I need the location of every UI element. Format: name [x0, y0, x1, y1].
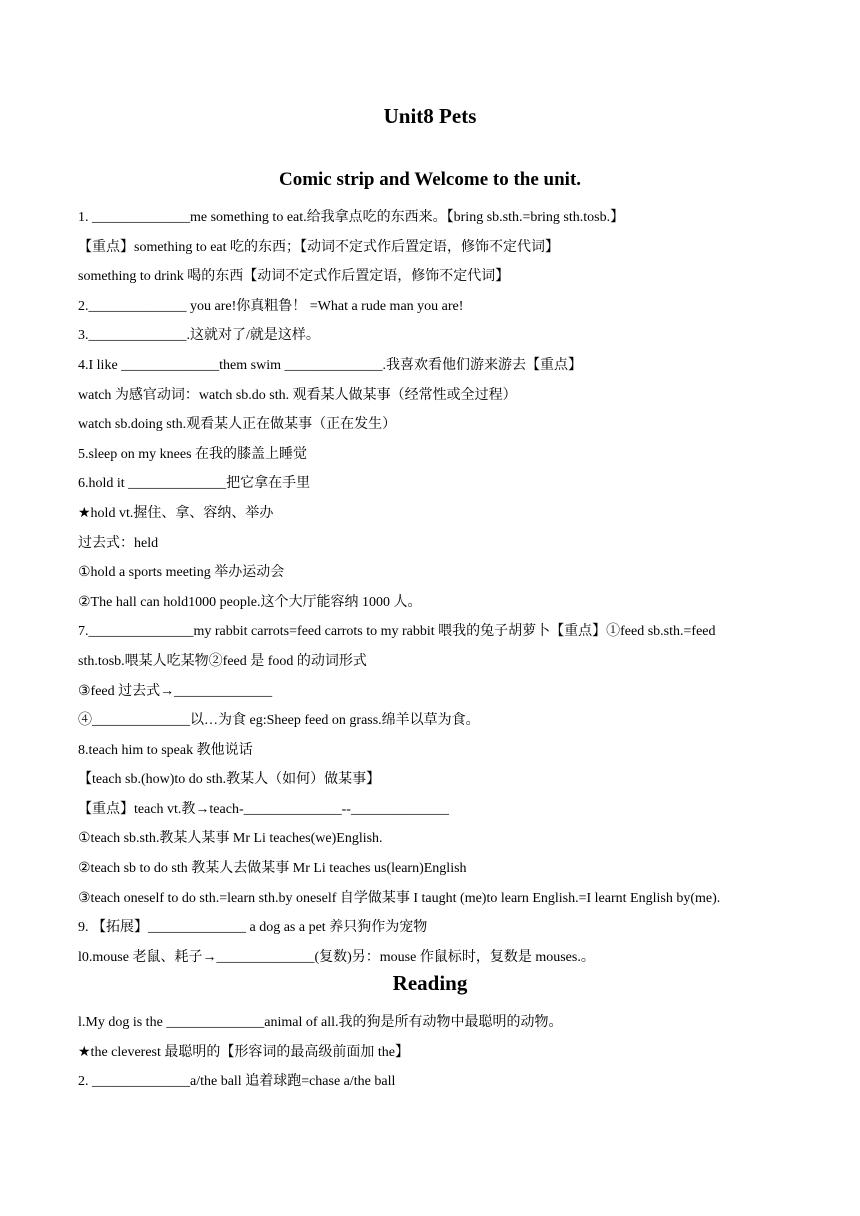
text-line: sth.tosb.喂某人吃某物②feed 是 food 的动词形式	[78, 653, 367, 669]
text-line: ①teach sb.sth.教某人某事 Mr Li teaches(we)English.	[78, 831, 383, 847]
text-line: ③teach oneself to do sth.=learn sth.by oneself 自学做某事 I taught (me)to learn English.=I learnt English by(me).	[78, 890, 721, 906]
text-line: ★the cleverest 最聪明的【形容词的最高级前面加 the】	[78, 1044, 410, 1060]
text-line: 7._______________my rabbit carrots=feed carrots to my rabbit 喂我的兔子胡萝卜【重点】①feed sb.sth.=feed	[78, 624, 716, 640]
text-line: 【重点】teach vt.教→teach-______________--______________	[78, 801, 449, 817]
text-line: watch sb.doing sth.观看某人正在做某事（正在发生）	[78, 417, 397, 433]
text-line: 8.teach him to speak 教他说话	[78, 742, 253, 758]
text-line: 9. 【拓展】______________ a dog as a pet 养只狗作为宠物	[78, 920, 428, 936]
text-line: 6.hold it ______________把它拿在手里	[78, 476, 311, 492]
text-line: watch 为感官动词：watch sb.do sth. 观看某人做某事（经常性或全过程）	[78, 387, 517, 403]
text-line: 【teach sb.(how)to do sth.教某人（如何）做某事】	[78, 772, 381, 788]
text-line: ④______________以…为食 eg:Sheep feed on grass.绵羊以草为食。	[78, 713, 480, 729]
section-heading-comic-strip: Comic strip and Welcome to the unit.	[278, 169, 582, 190]
text-line: 【重点】something to eat 吃的东西；【动词不定式作后置定语，修饰不定代词】	[78, 239, 560, 255]
text-line: 过去式：held	[78, 535, 159, 551]
text-line: 2. ______________a/the ball 追着球跑=chase a/the ball	[78, 1074, 396, 1090]
text-line: 5.sleep on my knees 在我的膝盖上睡觉	[78, 446, 308, 462]
text-line: l0.mouse 老鼠、耗子→______________(复数)另：mouse 作鼠标时，复数是 mouses.。	[78, 949, 595, 965]
section-body-comic-strip	[78, 203, 798, 972]
text-line: l.My dog is the ______________animal of all.我的狗是所有动物中最聪明的动物。	[78, 1015, 563, 1030]
text-line: 4.I like ______________them swim ______________.我喜欢看他们游来游去【重点】	[78, 357, 582, 373]
text-line: 3.______________.这就对了/就是这样。	[78, 328, 320, 344]
text-line: 1. ______________me something to eat.给我拿点吃的东西来。【bring sb.sth.=bring sth.tosb.】	[78, 210, 625, 225]
text-line: ②The hall can hold1000 people.这个大厅能容纳 1000 人。	[78, 594, 422, 610]
section-body-reading	[78, 1008, 798, 1097]
document-title: Unit8 Pets	[383, 104, 477, 128]
text-line: ★hold vt.握住、拿、容纳、举办	[78, 505, 274, 521]
text-line: ②teach sb to do sth 教某人去做某事 Mr Li teaches us(learn)English	[78, 861, 467, 877]
section-heading-reading: Reading	[392, 971, 468, 995]
text-line: something to drink 喝的东西【动词不定式作后置定语，修饰不定代词】	[78, 269, 510, 285]
text-line: 2.______________ you are!你真粗鲁！ =What a rude man you are!	[78, 298, 464, 314]
text-line: ①hold a sports meeting 举办运动会	[78, 565, 285, 581]
text-line: ③feed 过去式→______________	[78, 683, 273, 699]
